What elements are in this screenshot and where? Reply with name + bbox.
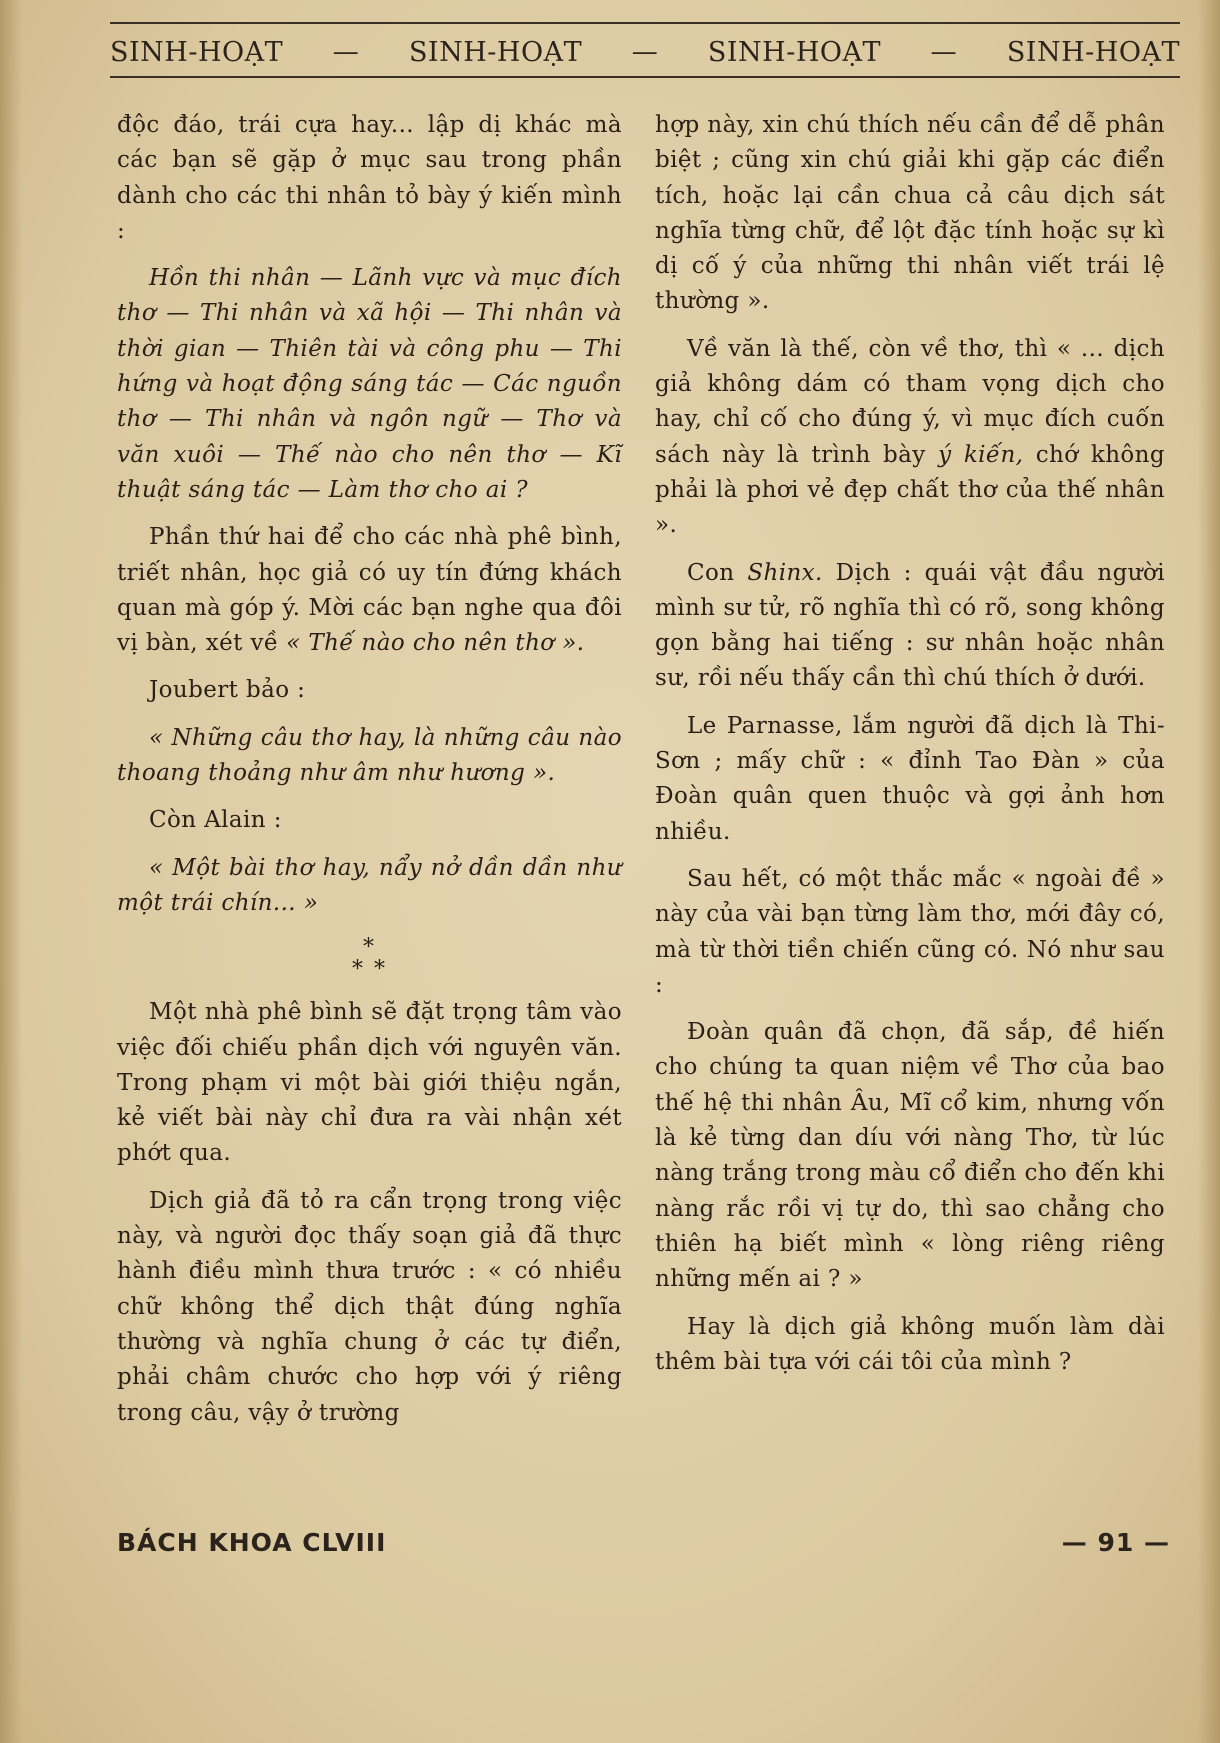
paragraph: Sau hết, có một thắc mắc « ngoài đề » này của vài bạn từng làm thơ, mới đây có, mà từ thời tiền chiến cũng có. Nó như sau : [655,865,1165,998]
quotation: « Những câu thơ hay, là những câu nào thoang thoảng như âm như hương ». [117,724,622,787]
paragraph: Đoàn quân đã chọn, đã sắp, đề hiến cho chúng ta quan niệm về Thơ của bao thế hệ thi nhân Âu, Mĩ cổ kim, nhưng vốn là kẻ từng dan díu với nàng Thơ, từ lúc nàng trắng trong màu cổ điển cho đến khi nàng rắc rồi vị tự do, thì sao chẳng cho thiên hạ biết mình « lòng riêng riêng những mến ai ? » [655,1019,1165,1293]
header-separator: — [332,37,360,67]
asterism-bottom: * * [352,957,387,983]
paragraph: Le Parnasse, lắm người đã dịch là Thi-Sơn ; mấy chữ : « đỉnh Tao Đàn » của Đoàn quân quen thuộc và gợi ảnh hơn nhiều. [655,712,1165,845]
header-rule-bottom [110,76,1180,78]
paragraph: Dịch giả đã tỏ ra cẩn trọng trong việc này, và người đọc thấy soạn giả đã thực hành điều mình thưa trước : « có nhiều chữ không thể dịch thật đúng nghĩa thường và nghĩa chung ở các tự điển, phải châm chước cho hợp với ý riêng trong câu, vậy ở trường [117,1187,622,1426]
emphasis: ý kiến, [938,441,1024,468]
scan-edge-right [1198,0,1220,1743]
paragraph [655,332,1165,544]
magazine-issue: BÁCH KHOA CLVIII [117,1528,387,1557]
left-column [117,108,622,1431]
header-item-2: SINH-HOẠT [408,36,583,68]
paragraph-text: Con [687,559,735,586]
paragraph: Hay là dịch giả không muốn làm dài thêm bài tựa với cái tôi của mình ? [655,1313,1165,1375]
paragraph: độc đáo, trái cựa hay... lập dị khác mà các bạn sẽ gặp ở mục sau trong phần dành cho các thi nhân tỏ bày ý kiến mình : [117,112,622,244]
paragraph: Một nhà phê bình sẽ đặt trọng tâm vào việc đối chiếu phần dịch với nguyên văn. Trong phạm vi một bài giới thiệu ngắn, kẻ viết bài này chỉ đưa ra vài nhận xét phớt qua. [117,999,622,1167]
header-separator: — [930,37,958,67]
scan-edge-left [0,0,22,1743]
paragraph [655,556,1165,697]
header-rule-top [110,22,1180,24]
paragraph-text: chớ không phải là phơi vẻ đẹp chất thơ của thế nhân ». [655,441,1165,539]
header-separator: — [631,37,659,67]
paragraph-text: Dịch : quái vật đầu người mình sư tử, rõ nghĩa thì có rõ, song không gọn bằng hai tiếng : sư nhân hoặc nhân sư, rồi nếu thấy cần thì chú thích ở dưới. [655,559,1165,692]
section-asterism [117,937,622,981]
paragraph: Còn Alain : [149,807,282,834]
quoted-title: « Thế nào cho nên thơ ». [286,630,585,657]
paragraph [117,520,622,661]
paragraph-text: Về văn là thế, còn về thơ, thì « ... dịch giả không dám có tham vọng dịch cho hay, chỉ cố cho đúng ý, vì mục đích cuốn sách này là trình bày [655,335,1165,468]
paragraph: hợp này, xin chú thích nếu cần để dễ phân biệt ; cũng xin chú giải khi gặp các điển tích, hoặc lại cần chua cả câu dịch sát nghĩa từng chữ, để lột đặc tính hoặc sự kì dị cố ý của những thi nhân viết trái lệ thường ». [655,112,1165,315]
page-number: — 91 — [1061,1528,1170,1557]
running-header [110,30,1180,74]
header-item-3: SINH-HOẠT [707,36,882,68]
quotation: « Một bài thơ hay, nẩy nở dần dần như một trái chín... » [117,854,622,916]
page-footer [117,1528,1170,1557]
asterism-top: * [363,935,376,961]
paragraph-text: Phần thứ hai để cho các nhà phê bình, triết nhân, học giả có uy tín đứng khách quan mà góp ý. Mời các bạn nghe qua đôi vị bàn, xét về [117,524,622,657]
paragraph: Joubert bảo : [149,677,306,704]
right-column [655,108,1165,1380]
header-item-4: SINH-HOẠT [1006,36,1180,68]
header-item-1: SINH-HOẠT [110,36,284,68]
emphasis: Shinx. [747,559,823,586]
contents-list: Hồn thi nhân — Lãnh vực và mục đích thơ — Thi nhân và xã hội — Thi nhân và thời gian — Thiên tài và công phu — Thi hứng và hoạt động sáng tác — Các nguồn thơ — Thi nhân và ngôn ngữ — Thơ và văn xuôi — Thế nào cho nên thơ — Kĩ thuật sáng tác — Làm thơ cho ai ? [117,265,622,503]
